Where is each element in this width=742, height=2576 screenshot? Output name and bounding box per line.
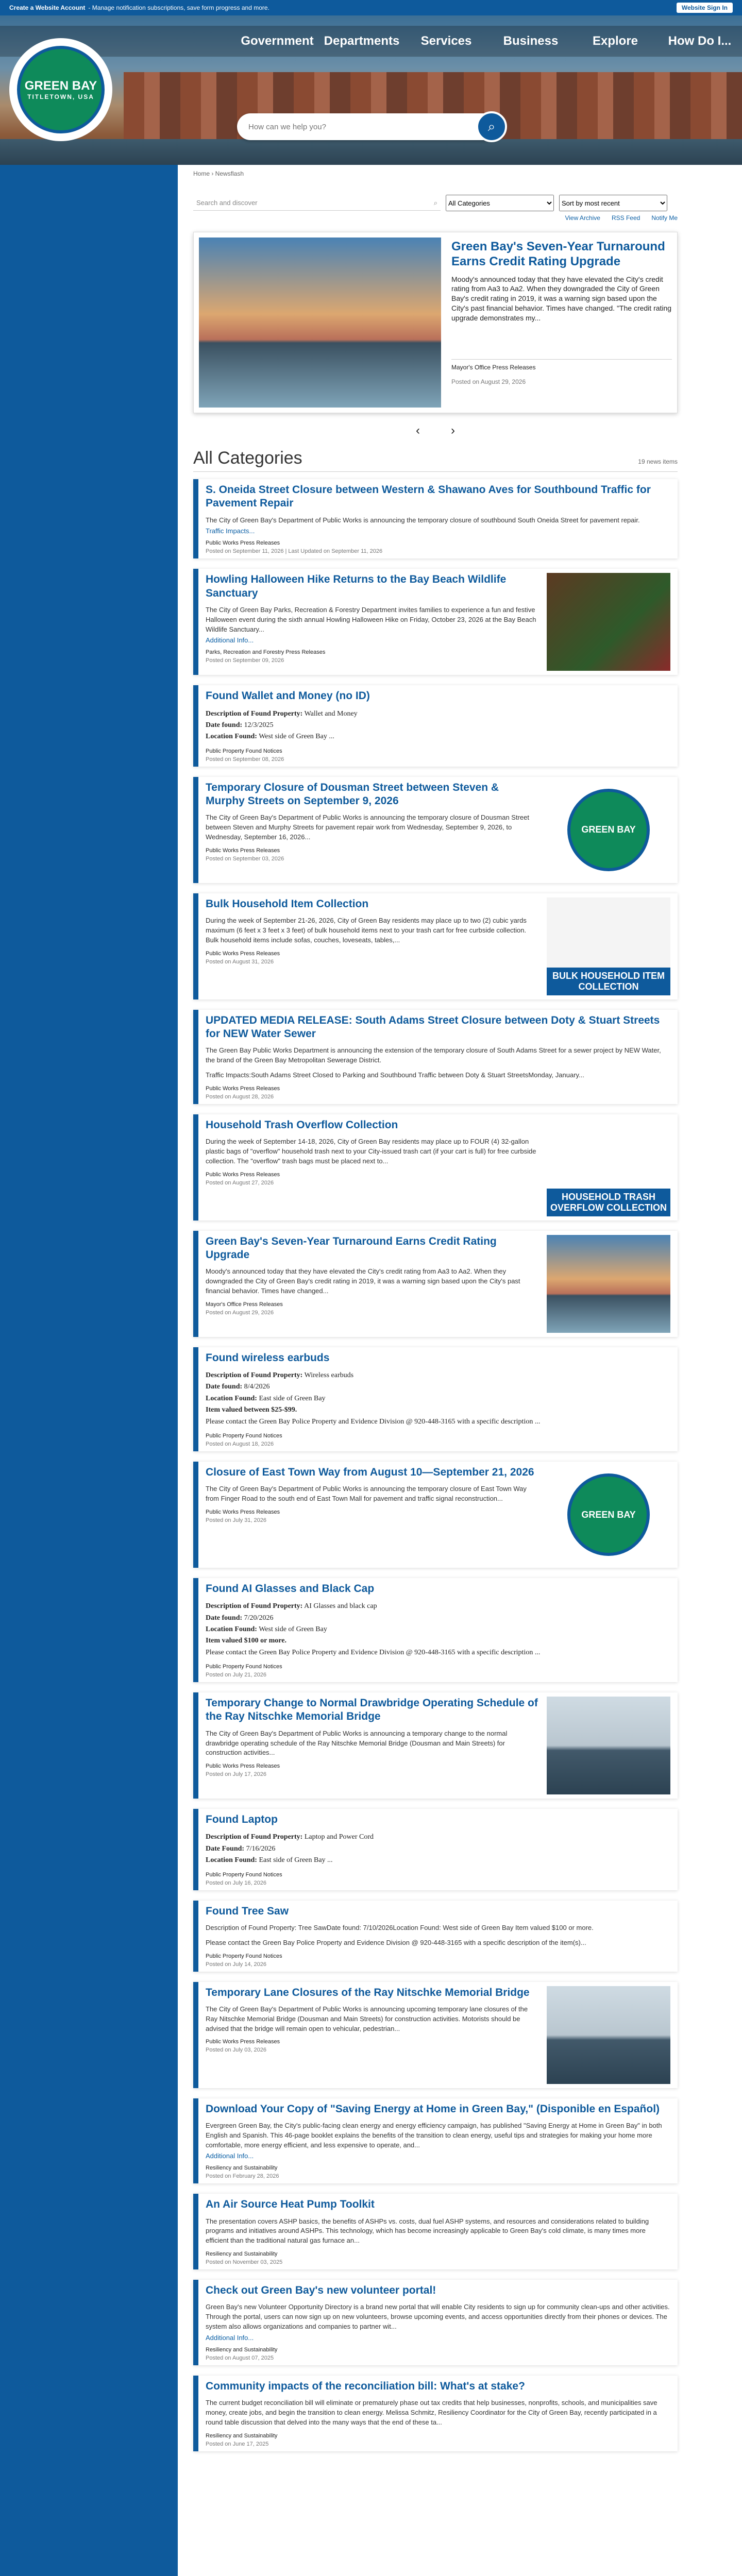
- found-detail-row: [206, 1381, 670, 1393]
- news-item-title[interactable]: Found Tree Saw: [206, 1905, 289, 1917]
- news-item-text: The City of Green Bay's Department of Public Works is announcing the temporary closure of southbound South Oneida Street for pavement repair.: [206, 516, 640, 524]
- news-item-title[interactable]: Found AI Glasses and Black Cap: [206, 1583, 375, 1595]
- news-item-category: Resiliency and Sustainability: [206, 2346, 278, 2353]
- news-item-date: Posted on August 27, 2026: [206, 1179, 274, 1186]
- news-item[interactable]: [193, 1114, 678, 1221]
- news-item-body: [206, 1986, 538, 2084]
- found-detail-value: East side of Green Bay: [259, 1394, 326, 1402]
- account-text: - Manage notification subscriptions, save form progress and more.: [88, 4, 269, 11]
- news-item-body: [206, 483, 670, 554]
- news-item-text: Evergreen Green Bay, the City's public-facing clean energy and energy efficiency campaign, has published "Saving Energy at Home in Green Bay" in both English and Spanish. This 46-page booklet explains the benefits of the transition to clean energy, useful tips and strategies for making your home more comfortable, more energy efficient, and less expensive to operate, and...: [206, 2121, 662, 2149]
- news-item-date: Posted on September 08, 2026: [206, 756, 284, 762]
- found-value-note: Item valued $100 or more.: [206, 1637, 286, 1645]
- found-detail-value: 8/4/2026: [244, 1383, 270, 1391]
- found-contact: Please contact the Green Bay Police Property and Evidence Division @ 920-448-3165 with a specific description ...: [206, 1417, 541, 1426]
- found-detail-value: West side of Green Bay ...: [259, 733, 334, 741]
- image-banner: HOUSEHOLD TRASH OVERFLOW COLLECTION: [547, 1189, 670, 1216]
- news-item-title[interactable]: Temporary Lane Closures of the Ray Nitschke Memorial Bridge: [206, 1986, 530, 1998]
- news-item-body: [206, 1351, 670, 1447]
- news-item-date: Posted on February 28, 2026: [206, 2173, 279, 2180]
- nav-item-0[interactable]: Government: [241, 34, 314, 48]
- news-item[interactable]: [193, 1231, 678, 1337]
- news-item[interactable]: [193, 1901, 678, 1972]
- news-list: [193, 479, 678, 2451]
- news-actions: [193, 214, 678, 227]
- news-item-text: The City of Green Bay's Department of Public Works is announcing a temporary change to the normal drawbridge operating schedule of the Ray Nitschke Memorial Bridge (Dousman and Main Streets) for construction activities...: [206, 1729, 508, 1757]
- news-item[interactable]: [193, 1010, 678, 1104]
- nav-item-3[interactable]: Business: [503, 34, 559, 48]
- news-item-title[interactable]: Download Your Copy of "Saving Energy at Home in Green Bay," (Disponible en Español): [206, 2103, 660, 2115]
- chevron-left-icon[interactable]: ‹: [416, 423, 420, 437]
- found-detail-label: Description of Found Property:: [206, 709, 303, 718]
- news-item[interactable]: [193, 2280, 678, 2365]
- news-item-body: [206, 689, 670, 762]
- found-detail-row: [206, 1832, 670, 1843]
- news-item-date: Posted on July 31, 2026: [206, 1517, 267, 1523]
- news-item-body: [206, 1235, 538, 1333]
- found-detail-value: East side of Green Bay ...: [259, 1856, 333, 1865]
- news-item-category: Public Works Press Releases: [206, 1085, 280, 1092]
- news-item-category: Public Works Press Releases: [206, 847, 280, 854]
- news-item-text: During the week of September 21-26, 2026, City of Green Bay residents may place up to two (2) cubic yards maximum (6 feet x 3 feet x 3 feet) of bulk household items next to your trash cart for free curbside collection. Bulk household items include sofas, couches, loveseats, tables,...: [206, 917, 527, 944]
- news-item-body: [206, 1118, 538, 1216]
- news-item-date: Posted on September 11, 2026 | Last Updated on September 11, 2026: [206, 548, 383, 555]
- found-detail-row: [206, 720, 670, 731]
- news-item-image[interactable]: [547, 1118, 670, 1216]
- featured-text: Moody's announced today that they have elevated the City's credit rating from Aa3 to Aa2. When they downgraded the City of Green Bay's credit rating in 2019, it was a warning sign based upon the City's past financial behavior. Times have changed. "The credit rating upgrade demonstrates my...: [451, 275, 672, 323]
- news-item-image[interactable]: [547, 573, 670, 671]
- news-item-title[interactable]: Temporary Closure of Dousman Street between Steven & Murphy Streets on September 9, 2026: [206, 781, 499, 807]
- news-item-text: Green Bay's new Volunteer Opportunity Directory is a brand new portal that will enable City residents to sign up for community clean-ups and other activities. Through the portal, users can now sign up on new volunteers, browse upcoming events, and access opportunities directly from their phones or devices. The system also allows organizations and companies to partner wit...: [206, 2303, 670, 2331]
- news-item-title[interactable]: Found Wallet and Money (no ID): [206, 690, 370, 702]
- news-item-title[interactable]: An Air Source Heat Pump Toolkit: [206, 2198, 375, 2211]
- news-item[interactable]: [193, 1347, 678, 1451]
- news-item-text: During the week of September 14-18, 2026, City of Green Bay residents may place up to FOUR (4) 32-gallon plastic bags of "overflow" household trash next to your City-issued trash cart (if your cart is full) for free curbside collection. The "overflow" trash bags must be placed next to...: [206, 1138, 536, 1165]
- city-logo[interactable]: [9, 38, 112, 141]
- found-detail-row: [206, 1624, 670, 1635]
- news-item[interactable]: [193, 893, 678, 999]
- search-icon[interactable]: ⌕: [476, 111, 507, 142]
- news-item-body: [206, 897, 538, 995]
- site-search: [237, 113, 505, 140]
- news-item-body: [206, 2198, 670, 2265]
- category-select[interactable]: [446, 195, 554, 211]
- news-item-title[interactable]: Check out Green Bay's new volunteer portal!: [206, 2284, 436, 2297]
- found-details: [206, 708, 670, 743]
- green-bay-logo: GREEN BAY: [567, 1473, 650, 1556]
- news-item-category: Public Works Press Releases: [206, 950, 280, 957]
- news-item-image[interactable]: [547, 1697, 670, 1794]
- read-more-link[interactable]: Traffic Impacts...: [206, 527, 255, 535]
- news-item[interactable]: [193, 2098, 678, 2184]
- news-item-date: Posted on July 16, 2026: [206, 1879, 267, 1886]
- news-item-title[interactable]: Temporary Change to Normal Drawbridge Operating Schedule of the Ray Nitschke Memorial Bridge: [206, 1697, 538, 1723]
- feature-pager: [193, 418, 678, 448]
- news-item-title[interactable]: Household Trash Overflow Collection: [206, 1118, 398, 1131]
- found-detail-value: AI Glasses and black cap: [304, 1602, 377, 1611]
- found-detail-label: Location Found:: [206, 1394, 257, 1402]
- news-item-category: Resiliency and Sustainability: [206, 2432, 278, 2439]
- found-detail-label: Description of Found Property:: [206, 1371, 303, 1380]
- news-item-title[interactable]: S. Oneida Street Closure between Western & Shawano Aves for Southbound Traffic for Pavement Repair: [206, 484, 651, 510]
- news-item[interactable]: [193, 2376, 678, 2451]
- news-item-body: [206, 781, 538, 879]
- news-item-date: Posted on July 21, 2026: [206, 1672, 267, 1679]
- found-detail-row: [206, 1393, 670, 1404]
- news-item-category: Public Property Found Notices: [206, 1871, 282, 1878]
- found-detail-value: Wallet and Money: [304, 709, 358, 718]
- news-item-category: Public Works Press Releases: [206, 2039, 280, 2045]
- news-item-date: Posted on November 03, 2025: [206, 2259, 283, 2266]
- main-nav: [0, 26, 742, 57]
- news-item-category: Public Works Press Releases: [206, 1171, 280, 1178]
- found-detail-label: Description of Found Property:: [206, 1833, 303, 1841]
- news-item[interactable]: [193, 1692, 678, 1799]
- nav-item-5[interactable]: How Do I...: [668, 34, 732, 48]
- sign-in-button[interactable]: Website Sign In: [677, 3, 733, 13]
- news-item-date: Posted on September 03, 2026: [206, 855, 284, 862]
- rss-feed-link[interactable]: RSS Feed: [611, 214, 640, 222]
- search-input[interactable]: [248, 123, 476, 131]
- news-item-date: Posted on August 29, 2026: [206, 1309, 274, 1316]
- news-item-text: The presentation covers ASHP basics, the benefits of ASHPs vs. costs, dual fuel ASHP systems, and resources and considerations related to building programs and initiatives around ASHPs. This technology, which has become increasingly applicable to Green Bay's cold climate, is many times more efficient than the traditional natural gas furnace an...: [206, 2217, 649, 2245]
- found-detail-label: Date found:: [206, 721, 243, 729]
- news-search[interactable]: [193, 196, 441, 211]
- image-banner: BULK HOUSEHOLD ITEM COLLECTION: [547, 968, 670, 995]
- news-item-title[interactable]: Found Laptop: [206, 1814, 278, 1826]
- found-detail-row: [206, 731, 670, 742]
- news-item-category: Public Property Found Notices: [206, 1433, 282, 1439]
- found-value-note: Item valued between $25-$99.: [206, 1406, 297, 1414]
- found-detail-row: [206, 1613, 670, 1624]
- news-item-category: Public Works Press Releases: [206, 1763, 280, 1770]
- found-details: [206, 1832, 670, 1866]
- news-item-date: Posted on July 03, 2026: [206, 2047, 267, 2054]
- news-item-body: [206, 1697, 538, 1794]
- news-item-date: Posted on August 31, 2026: [206, 958, 274, 965]
- news-item-text: Moody's announced today that they have elevated the City's credit rating from Aa3 to Aa2. When they downgraded the City of Green Bay's credit rating in 2019, it was a warning sign based upon the City's past financial behavior. Times have changed...: [206, 1267, 520, 1295]
- news-item-text: The current budget reconciliation bill will eliminate or prematurely phase out tax credits that help businesses, nonprofits, schools, and municipalities save money, create jobs, and begin the transition to clean energy. Melissa Schmitz, Resiliency Coordinator for the City of Green Bay, recently participated in a round table discussion that delved into the many ways that the end of these ta...: [206, 2399, 657, 2426]
- news-item-category: Parks, Recreation and Forestry Press Releases: [206, 649, 326, 656]
- logo-name: GREEN BAY: [24, 79, 97, 93]
- featured-date: Posted on August 29, 2026: [451, 378, 526, 386]
- logo-sub: TITLETOWN, USA: [27, 93, 94, 100]
- news-item-image[interactable]: [547, 781, 670, 879]
- found-detail-value: 12/3/2025: [244, 721, 274, 729]
- news-item-category: Resiliency and Sustainability: [206, 2165, 278, 2172]
- news-item-category: Public Works Press Releases: [206, 1509, 280, 1515]
- news-item-body: [206, 1813, 670, 1886]
- read-more-link[interactable]: Additional Info...: [206, 636, 254, 645]
- featured-news[interactable]: [193, 232, 678, 413]
- found-detail-value: Wireless earbuds: [304, 1371, 354, 1380]
- news-item-text2: Traffic Impacts:South Adams Street Closed to Parking and Southbound Traffic between Doty & Stuart StreetsMonday, January...: [206, 1071, 584, 1079]
- found-detail-value: West side of Green Bay: [259, 1625, 327, 1634]
- news-item-body: [206, 1466, 538, 1564]
- sort-select[interactable]: [559, 195, 667, 211]
- news-item-image[interactable]: [547, 1235, 670, 1333]
- found-detail-row: [206, 1370, 670, 1381]
- news-item-title[interactable]: Closure of East Town Way from August 10—September 21, 2026: [206, 1466, 534, 1478]
- featured-category: Mayor's Office Press Releases: [451, 359, 672, 371]
- news-tools: [193, 182, 678, 214]
- news-item-title[interactable]: Green Bay's Seven-Year Turnaround Earns Credit Rating Upgrade: [206, 1235, 497, 1261]
- account-bar: [0, 0, 742, 15]
- nav-item-4[interactable]: Explore: [592, 34, 638, 48]
- news-item-title[interactable]: Howling Halloween Hike Returns to the Bay Beach Wildlife Sanctuary: [206, 573, 507, 599]
- found-detail-value: 7/20/2026: [244, 1614, 274, 1622]
- found-details: [206, 1601, 670, 1658]
- found-detail-row: [206, 1601, 670, 1612]
- found-detail-row: [206, 708, 670, 720]
- read-more-link[interactable]: Additional Info...: [206, 2152, 254, 2160]
- found-detail-row: [206, 1855, 670, 1866]
- news-item-body: [206, 2380, 670, 2447]
- news-item[interactable]: [193, 1462, 678, 1568]
- news-item-category: Public Property Found Notices: [206, 1664, 282, 1670]
- found-detail-value: 7/16/2026: [246, 1844, 276, 1853]
- green-bay-logo: GREEN BAY: [567, 789, 650, 871]
- news-item[interactable]: [193, 1578, 678, 1682]
- news-item-date: Posted on August 18, 2026: [206, 1441, 274, 1447]
- news-item-image[interactable]: [547, 1986, 670, 2084]
- nav-item-1[interactable]: Departments: [324, 34, 400, 48]
- news-item[interactable]: [193, 569, 678, 675]
- account-label[interactable]: Create a Website Account: [9, 4, 86, 11]
- news-item-title[interactable]: Community impacts of the reconciliation bill: What's at stake?: [206, 2380, 525, 2392]
- found-detail-label: Date Found:: [206, 1844, 245, 1853]
- left-sidebar: [0, 165, 178, 2576]
- news-item-date: Posted on June 17, 2025: [206, 2441, 269, 2447]
- news-item-text: The Green Bay Public Works Department is announcing the extension of the temporary closure of South Adams Street for a sewer project by NEW Water, the brand of the Green Bay Metropolitan Sewerage District.: [206, 1046, 661, 1064]
- news-item-body: [206, 2284, 670, 2361]
- found-detail-label: Location Found:: [206, 733, 257, 741]
- nav-item-2[interactable]: Services: [420, 34, 472, 48]
- news-item-text2: Please contact the Green Bay Police Property and Evidence Division @ 920-448-3165 with a specific description of the item(s)...: [206, 1938, 586, 1946]
- featured-image: [199, 238, 441, 408]
- news-item-date: Posted on July 17, 2026: [206, 1771, 267, 1778]
- news-count: 19 news items: [638, 458, 678, 465]
- main-content: [178, 165, 693, 2576]
- chevron-right-icon[interactable]: ›: [451, 423, 455, 437]
- news-item-title[interactable]: UPDATED MEDIA RELEASE: South Adams Street Closure between Doty & Stuart Streets for NEW Water Sewer: [206, 1014, 660, 1040]
- news-item-text: Description of Found Property: Tree SawDate found: 7/10/2026Location Found: West side of Green Bay Item valued $100 or more.: [206, 1923, 594, 1931]
- news-item-body: [206, 1014, 670, 1100]
- news-item-image[interactable]: [547, 1466, 670, 1564]
- hero-banner: [0, 15, 742, 165]
- news-item-date: Posted on July 14, 2026: [206, 1961, 267, 1968]
- found-detail-label: Location Found:: [206, 1625, 257, 1634]
- news-item-text: The City of Green Bay's Department of Public Works is announcing the temporary closure of Dousman Street between Steven and Murphy Streets for pavement repair work from Wednesday, September 9, 2026, to Wednesday, September 16, 2026...: [206, 814, 529, 841]
- view-archive-link[interactable]: View Archive: [565, 214, 600, 222]
- news-item[interactable]: [193, 2194, 678, 2269]
- news-item[interactable]: [193, 777, 678, 883]
- found-detail-label: Description of Found Property:: [206, 1602, 303, 1611]
- news-item[interactable]: [193, 479, 678, 558]
- news-item-body: [206, 1582, 670, 1678]
- news-item-text: The City of Green Bay's Department of Public Works is announcing the temporary closure of East Town Way from Finger Road to the south end of East Town Mall for pavement and traffic signal reconstruction...: [206, 1485, 527, 1503]
- news-item[interactable]: [193, 685, 678, 766]
- news-item-date: Posted on September 09, 2026: [206, 657, 284, 664]
- logo-seal: [17, 46, 105, 133]
- news-item-category: Mayor's Office Press Releases: [206, 1301, 283, 1308]
- news-item[interactable]: [193, 1809, 678, 1890]
- news-item-image[interactable]: [547, 897, 670, 995]
- found-detail-label: Date found:: [206, 1614, 243, 1622]
- notify-me-link[interactable]: Notify Me: [651, 214, 678, 222]
- news-item-category: Public Works Press Releases: [206, 540, 280, 547]
- featured-title[interactable]: Green Bay's Seven-Year Turnaround Earns Credit Rating Upgrade: [451, 240, 665, 268]
- news-item-text: The City of Green Bay Parks, Recreation & Forestry Department invites families to experience a fun and festive Halloween event during the sixth annual Howling Halloween Hike on Friday, October 23, 2026 at the Bay Beach Wildlife Sanctuary...: [206, 605, 536, 633]
- news-item-date: Posted on August 07, 2025: [206, 2354, 274, 2361]
- news-item[interactable]: [193, 1982, 678, 2088]
- found-detail-label: Location Found:: [206, 1856, 257, 1865]
- news-item-body: [206, 573, 538, 671]
- news-search-placeholder: Search and discover: [196, 198, 258, 207]
- news-item-text: The City of Green Bay's Department of Public Works is announcing upcoming temporary lane closures of the Ray Nitschke Memorial Bridge (Dousman and Main Streets) for construction activities. Motorists should be advised that the bridge will remain open to vehicular, pedestrian...: [206, 2005, 528, 2032]
- breadcrumb[interactable]: Home › Newsflash: [193, 170, 244, 177]
- news-item-body: [206, 1905, 670, 1968]
- all-categories-header: [193, 448, 678, 472]
- page-title: All Categories: [193, 448, 302, 468]
- read-more-link[interactable]: Additional Info...: [206, 2333, 254, 2342]
- news-item-date: Posted on August 28, 2026: [206, 1093, 274, 1100]
- found-details: [206, 1370, 670, 1428]
- news-item-category: Public Property Found Notices: [206, 748, 282, 754]
- news-item-category: Public Property Found Notices: [206, 1953, 282, 1959]
- hero-water: [0, 139, 742, 165]
- found-detail-value: Laptop and Power Cord: [304, 1833, 374, 1841]
- search-icon[interactable]: ⌕: [433, 198, 437, 207]
- found-detail-row: [206, 1843, 670, 1855]
- news-item-category: Resiliency and Sustainability: [206, 2251, 278, 2258]
- news-item-body: [206, 2103, 670, 2180]
- found-detail-label: Date found:: [206, 1383, 243, 1391]
- news-item-title[interactable]: Bulk Household Item Collection: [206, 897, 369, 910]
- news-item-title[interactable]: Found wireless earbuds: [206, 1351, 330, 1364]
- found-contact: Please contact the Green Bay Police Property and Evidence Division @ 920-448-3165 with a specific description ...: [206, 1648, 541, 1656]
